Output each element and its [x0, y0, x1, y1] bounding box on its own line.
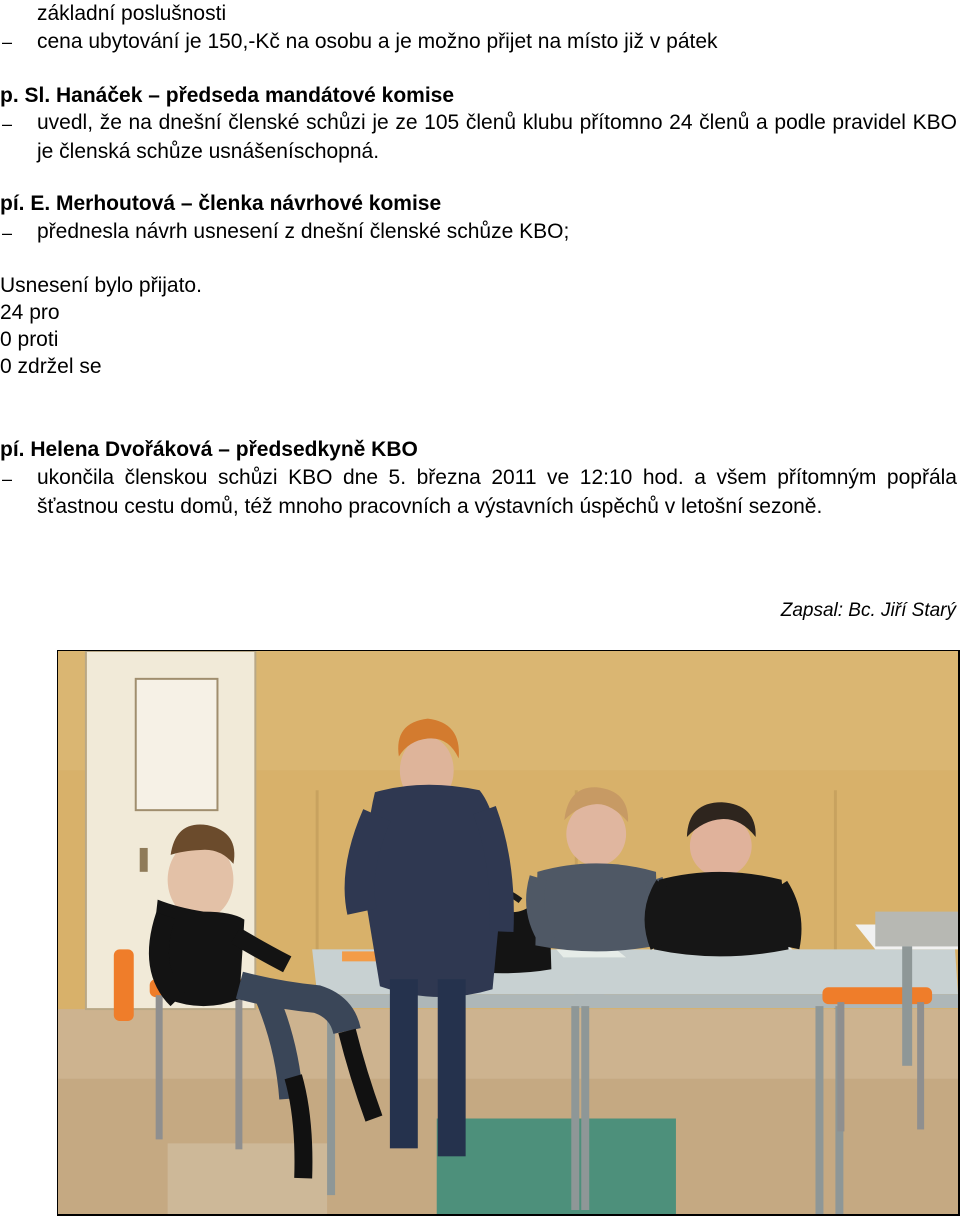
text-line: přednesla návrh usnesení z dnešní členské schůze KBO; [37, 220, 570, 243]
vote-against: 0 proti [0, 328, 59, 351]
vote-for: 24 pro [0, 301, 60, 324]
signature: Zapsal: Bc. Jiří Starý [780, 600, 956, 621]
door-handle [140, 848, 148, 872]
section-heading: p. Sl. Hanáček – předseda mandátové komise [0, 84, 455, 107]
resolution-status: Usnesení bylo přijato. [0, 274, 202, 297]
section-heading: pí. Helena Dvořáková – předsedkyně KBO [0, 438, 418, 461]
section-heading: pí. E. Merhoutová – členka návrhové komise [0, 192, 442, 215]
paragraph: uvedl, že na dnešní členské schůzi je ze 105 členů klubu přítomno 24 členů a podle pravidel KBO je členská schůze usnášeníschopná. [37, 111, 957, 163]
door-window [136, 679, 218, 810]
bullet-symbol: – [2, 32, 13, 52]
floor-green-tiles [437, 1119, 676, 1214]
bullet-symbol: – [2, 223, 13, 243]
text-line: cena ubytování je 150,-Kč na osobu a je možno přijet na místo již v pátek [37, 30, 718, 53]
vote-abstain: 0 zdržel se [0, 355, 102, 378]
bullet-symbol: – [2, 469, 13, 489]
meeting-photo-illustration [58, 651, 958, 1214]
meeting-photo [57, 650, 960, 1216]
bullet-symbol: – [2, 114, 13, 134]
paragraph: ukončila členskou schůzi KBO dne 5. března 2011 ve 12:10 hod. a všem přítomným popřála šťastnou cestu domů, též mnoho pracovních a výstavních úspěchů v letošní sezoně. [37, 466, 957, 518]
text-line: základní poslušnosti [37, 2, 227, 25]
